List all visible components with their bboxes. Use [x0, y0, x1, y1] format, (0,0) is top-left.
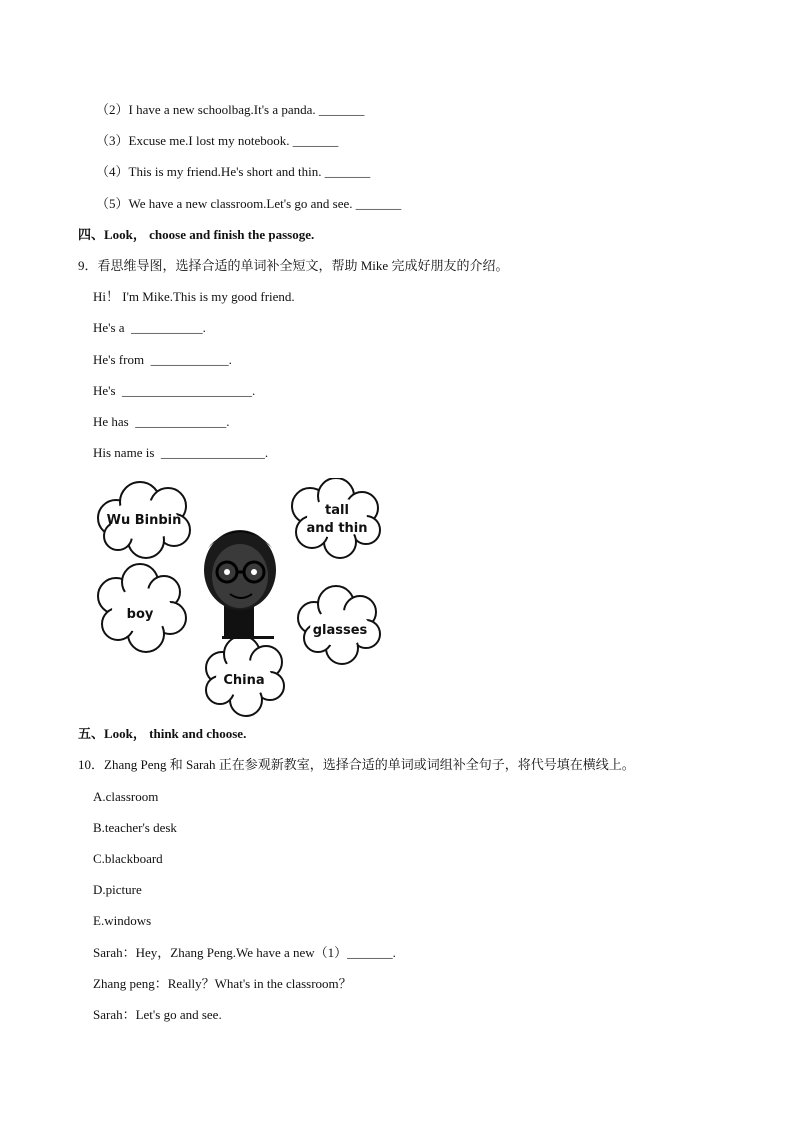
passage-line: He's ____________________. [93, 383, 256, 398]
bubble-label: and thin [306, 521, 368, 536]
option-item: A.classroom [93, 789, 159, 804]
option-item: B.teacher's desk [93, 820, 177, 835]
dialogue-line: Zhang peng：Really？What's in the classroom？ [93, 976, 352, 991]
bubble-label: glasses [312, 623, 368, 638]
passage-line: He's from ____________. [93, 352, 232, 367]
dialogue-line: Sarah：Hey，Zhang Peng.We have a new（1）_______. [93, 945, 396, 960]
question-item-5: （5）We have a new classroom.Let's go and see. _______ [96, 196, 402, 211]
passage-line: His name is ________________. [93, 445, 269, 460]
bubble-label: boy [126, 607, 154, 622]
question-10-prompt: 10．Zhang Peng 和 Sarah 正在参观新教室，选择合适的单词或词组补全句子，将代号填在横线上。 [78, 757, 635, 772]
boy-portrait [204, 530, 276, 639]
option-item: D.picture [93, 882, 142, 897]
bubble-label: Wu Binbin [106, 513, 182, 528]
passage-line: He has ______________. [93, 414, 230, 429]
question-9-prompt: 9．看思维导图，选择合适的单词补全短文，帮助 Mike 完成好朋友的介绍。 [78, 258, 509, 273]
cloud-bubble-build [292, 478, 380, 558]
option-item: E.windows [93, 913, 152, 928]
question-item-4: （4）This is my friend.He's short and thin. _______ [96, 164, 371, 179]
mind-map [92, 478, 392, 718]
question-item-2: （2）I have a new schoolbag.It's a panda. _______ [96, 102, 365, 117]
section-heading-4: 四、Look， choose and finish the passoge. [78, 227, 315, 242]
dialogue-line: Sarah：Let's go and see. [93, 1007, 222, 1022]
bubble-label: tall [325, 503, 349, 518]
option-item: C.blackboard [93, 851, 163, 866]
bubble-label: China [223, 673, 265, 688]
passage-line: He's a ___________. [93, 320, 206, 335]
section-heading-5: 五、Look， think and choose. [78, 726, 247, 741]
question-item-3: （3）Excuse me.I lost my notebook. _______ [96, 133, 339, 148]
passage-line: Hi！ I'm Mike.This is my good friend. [93, 289, 295, 304]
